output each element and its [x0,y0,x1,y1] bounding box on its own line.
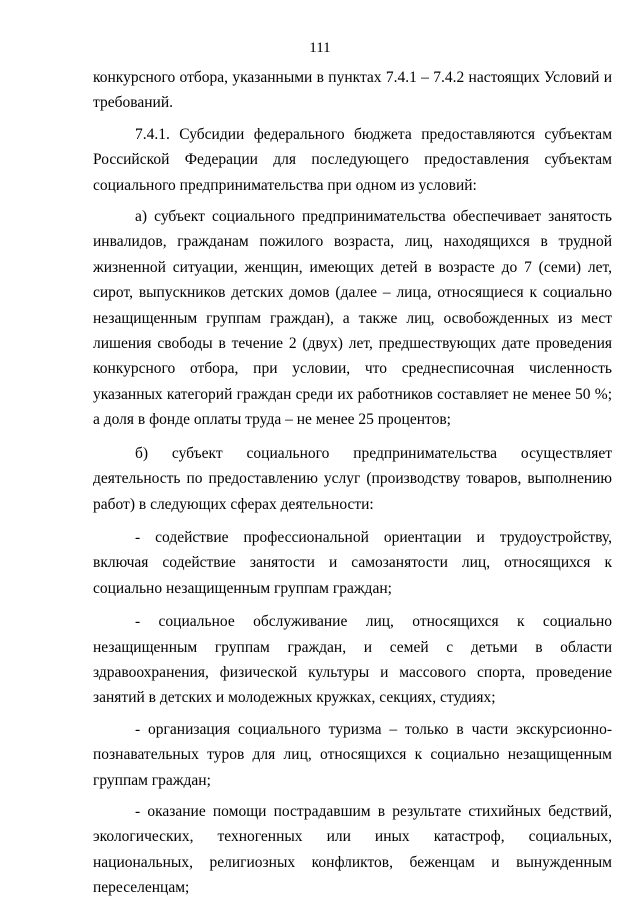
paragraph-condition-a: а) субъект социального предпринимательства обеспечивает занятость инвалидов, гражданам пожилого возраста, лиц, находящихся в трудной жизненной ситуации, женщин, имеющих детей в возрасте до 7 (семи) лет, сирот, выпускников детских домов (далее – лица, относящиеся к социально незащищенным группам граждан), а также лиц, освобожденных из мест лишения свободы в течение 2 (двух) лет, предшествующих дате проведения конкурсного отбора, при условии, что среднесписочная численность указанных категорий граждан среди их работников составляет не менее 50 %; а доля в фонде оплаты труда – не менее 25 процентов; [93,208,612,429]
document-body [93,65,612,901]
list-item-sphere-2: - социальное обслуживание лиц, относящихся к социально незащищенным группам граждан, и семей с детьми в области здравоохранения, физической культуры и массового спорта, проведение занятий в детских и молодежных кружках, секциях, студиях; [93,613,612,707]
list-item-sphere-3: - организация социального туризма – только в части экскурсионно-познавательных туров для лиц, относящихся к социально незащищенным группам граждан; [93,720,612,789]
paragraph-condition-b: б) субъект социального предпринимательства осуществляет деятельность по предоставлению услуг (производству товаров, выполнению работ) в следующих сферах деятельности: [93,444,612,513]
list-item-sphere-4: - оказание помощи пострадавшим в результате стихийных бедствий, экологических, техногенных или иных катастроф, социальных, национальных, религиозных конфликтов, беженцам и вынужденным переселенцам; [93,802,612,897]
paragraph-continuation: конкурсного отбора, указанными в пунктах 7.4.1 – 7.4.2 настоящих Условий и требований. [93,69,612,112]
page-number: 111 [309,40,331,56]
paragraph-clause-7-4-1: 7.4.1. Субсидии федерального бюджета предоставляются субъектам Российской Федерации для последующего предоставления субъектам социального предпринимательства при одном из условий: [93,125,612,194]
list-item-sphere-1: - содействие профессиональной ориентации и трудоустройству, включая содействие занятости и самозанятости лиц, относящихся к социально незащищенным группам граждан; [93,528,612,597]
